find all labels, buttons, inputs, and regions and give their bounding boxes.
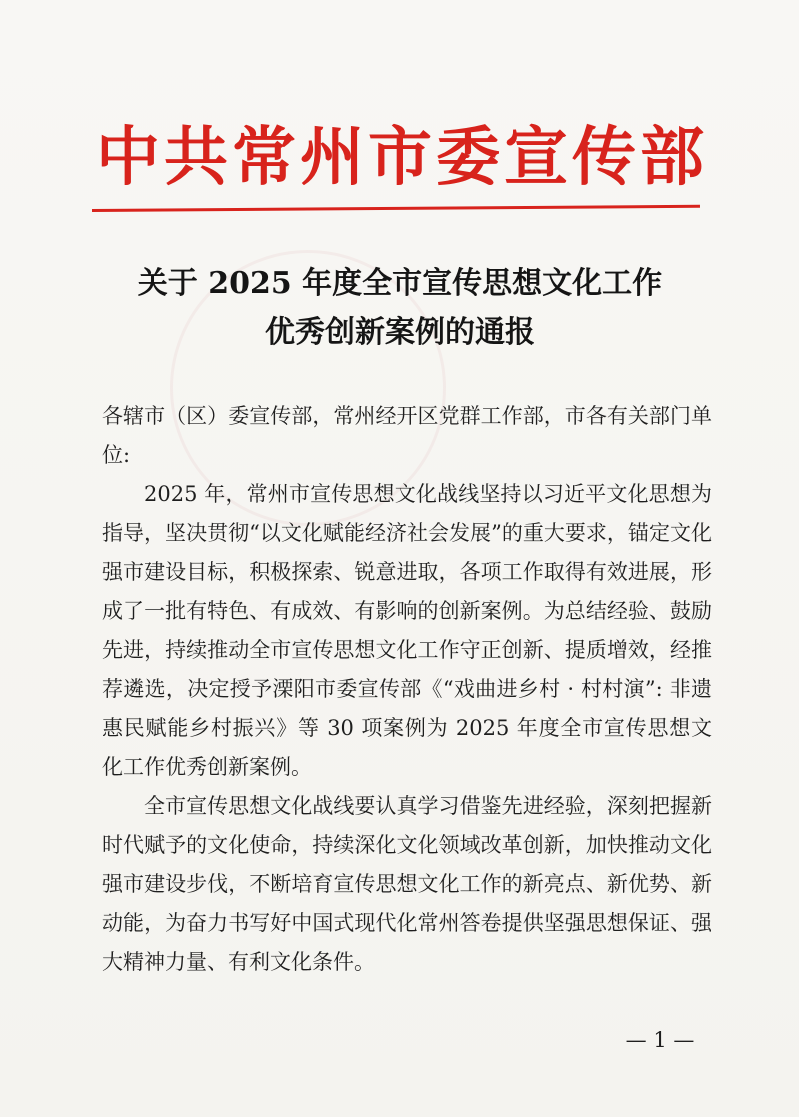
addressee: 各辖市（区）委宣传部，常州经开区党群工作部，市各有关部门单位: <box>102 404 712 467</box>
body-paragraph-2: 全市宣传思想文化战线要认真学习借鉴先进经验，深刻把握新时代赋予的文化使命，持续深化文化领域改革创新，加快推动文化强市建设步伐，不断培育宣传思想文化工作的新亮点、新优势、新动能，为奋力书写好中国式现代化常州答卷提供坚强思想保证、强大精神力量、有利文化条件。 <box>102 794 712 974</box>
document-title-line-1: 关于 2025 年度全市宣传思想文化工作 <box>137 266 663 301</box>
document-title-line-2: 优秀创新案例的通报 <box>265 315 535 350</box>
red-header-rule <box>92 205 700 212</box>
issuing-organization-header: 中共常州市委宣传部 <box>96 120 708 195</box>
body-paragraph-1: 2025 年，常州市宣传思想文化战线坚持以习近平文化思想为指导，坚决贯彻“以文化赋能经济社会发展”的重大要求，锚定文化强市建设目标，积极探索、锐意进取，各项工作取得有效进展，形成了一批有特色、有成效、有影响的创新案例。为总结经验、鼓励先进，持续推动全市宣传思想文化工作守正创新、提质增效，经推荐遴选，决定授予溧阳市委宣传部《“戏曲进乡村 · 村村演”: 非遗惠民赋能乡村振兴》等 30 项案例为 2025 年度全市宣传思想文化工作优秀创新案例。 <box>102 482 712 779</box>
page-number: — 1 — <box>625 1028 695 1052</box>
